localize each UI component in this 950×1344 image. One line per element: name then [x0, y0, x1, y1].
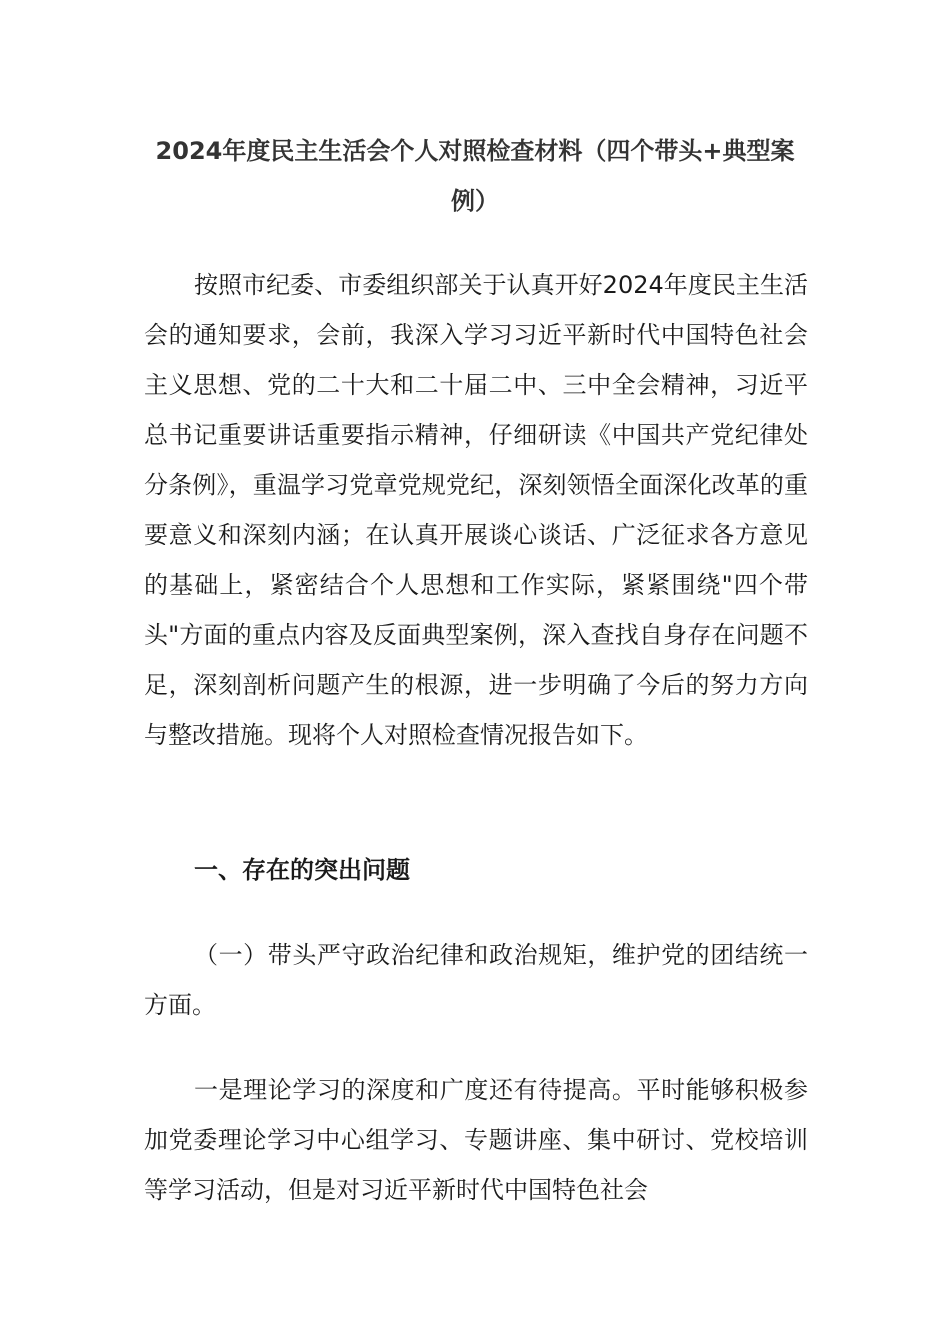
- section-heading: 一、存在的突出问题: [194, 856, 410, 884]
- subsection-paragraph: （一）带头严守政治纪律和政治规矩，维护党的团结统一方面。: [144, 941, 808, 1019]
- document-title: 2024年度民主生活会个人对照检查材料（四个带头+典型案例）: [155, 137, 795, 215]
- body-paragraph: 一是理论学习的深度和广度还有待提高。平时能够积极参加党委理论学习中心组学习、专题讲座、集中研讨、党校培训等学习活动，但是对习近平新时代中国特色社会: [144, 1076, 808, 1204]
- intro-paragraph: 按照市纪委、市委组织部关于认真开好2024年度民主生活会的通知要求，会前，我深入学习习近平新时代中国特色社会主义思想、党的二十大和二十届二中、三中全会精神，习近平总书记重要讲话重要指示精神，仔细研读《中国共产党纪律处分条例》，重温学习党章党规党纪，深刻领悟全面深化改革的重要意义和深刻内涵；在认真开展谈心谈话、广泛征求各方意见的基础上，紧密结合个人思想和工作实际，紧紧围绕"四个带头"方面的重点内容及反面典型案例，深入查找自身存在问题不足，深刻剖析问题产生的根源，进一步明确了今后的努力方向与整改措施。现将个人对照检查情况报告如下。: [144, 271, 808, 749]
